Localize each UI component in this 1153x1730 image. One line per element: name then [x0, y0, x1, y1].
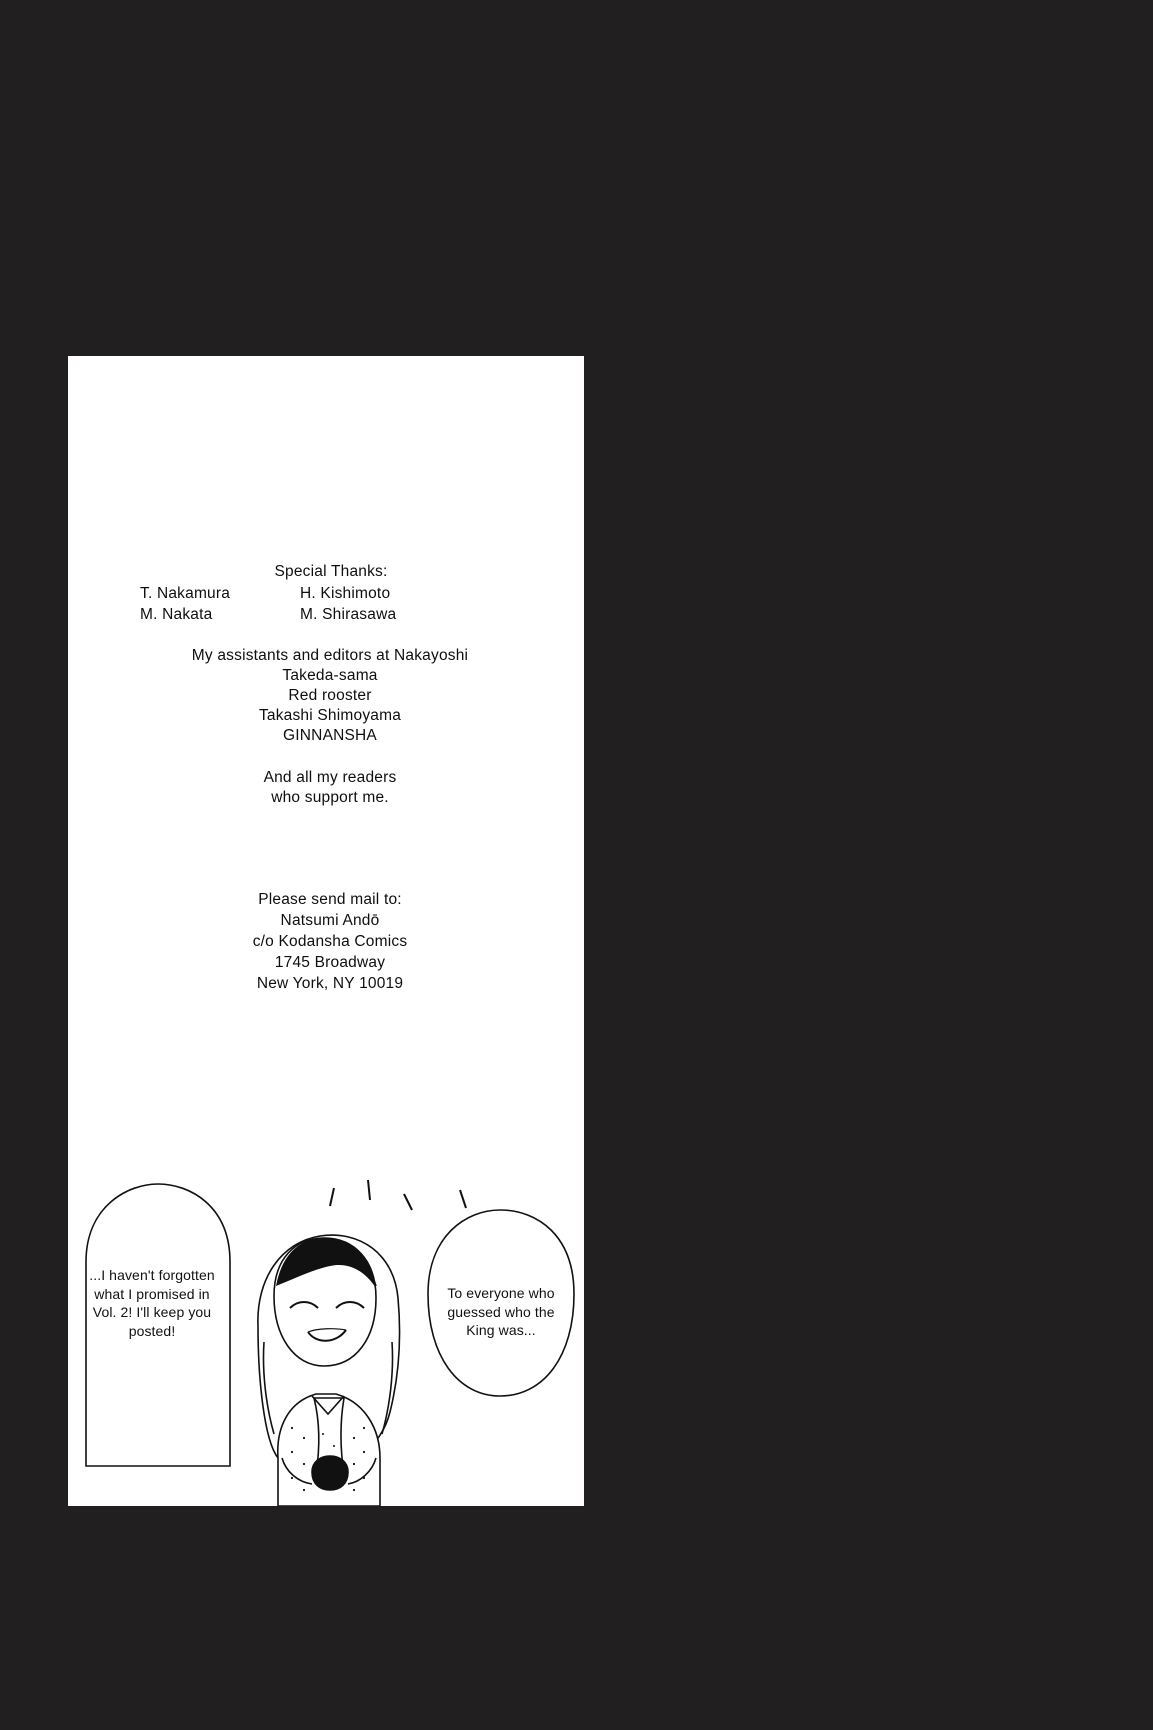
manga-page: [68, 356, 584, 1506]
thanks-name: M. Shirasawa: [300, 606, 397, 623]
assistants-list: [68, 646, 584, 746]
readers-line: who support me.: [271, 789, 389, 806]
special-thanks-list: [140, 584, 540, 626]
readers-line: And all my readers: [263, 769, 397, 786]
mail-line: c/o Kodansha Comics: [252, 933, 408, 950]
readers-note: [68, 768, 584, 808]
thanks-row: [140, 584, 540, 605]
right-speech-bubble-text: To everyone who guessed who the King was...: [447, 1285, 555, 1338]
thanks-row: [140, 605, 540, 626]
mail-line: New York, NY 10019: [256, 975, 404, 992]
mail-line: Please send mail to:: [258, 891, 402, 908]
mail-line: 1745 Broadway: [274, 954, 386, 971]
mail-line: Natsumi Andō: [280, 912, 380, 929]
assistants-line: Takeda-sama: [282, 667, 378, 684]
thanks-name: M. Nakata: [140, 606, 213, 623]
left-speech-bubble-text: ...I haven't forgotten what I promised in Vol. 2! I'll keep you posted!: [89, 1267, 215, 1339]
assistants-line: Takashi Shimoyama: [258, 707, 402, 724]
mailing-address: [68, 890, 584, 995]
assistants-line: GINNANSHA: [283, 727, 377, 744]
thanks-name: T. Nakamura: [140, 585, 231, 602]
assistants-line: My assistants and editors at Nakayoshi: [191, 647, 469, 664]
comic-panel: [68, 1166, 584, 1506]
special-thanks-heading: Special Thanks:: [274, 563, 388, 580]
assistants-line: Red rooster: [288, 687, 372, 704]
thanks-name: H. Kishimoto: [300, 585, 391, 602]
